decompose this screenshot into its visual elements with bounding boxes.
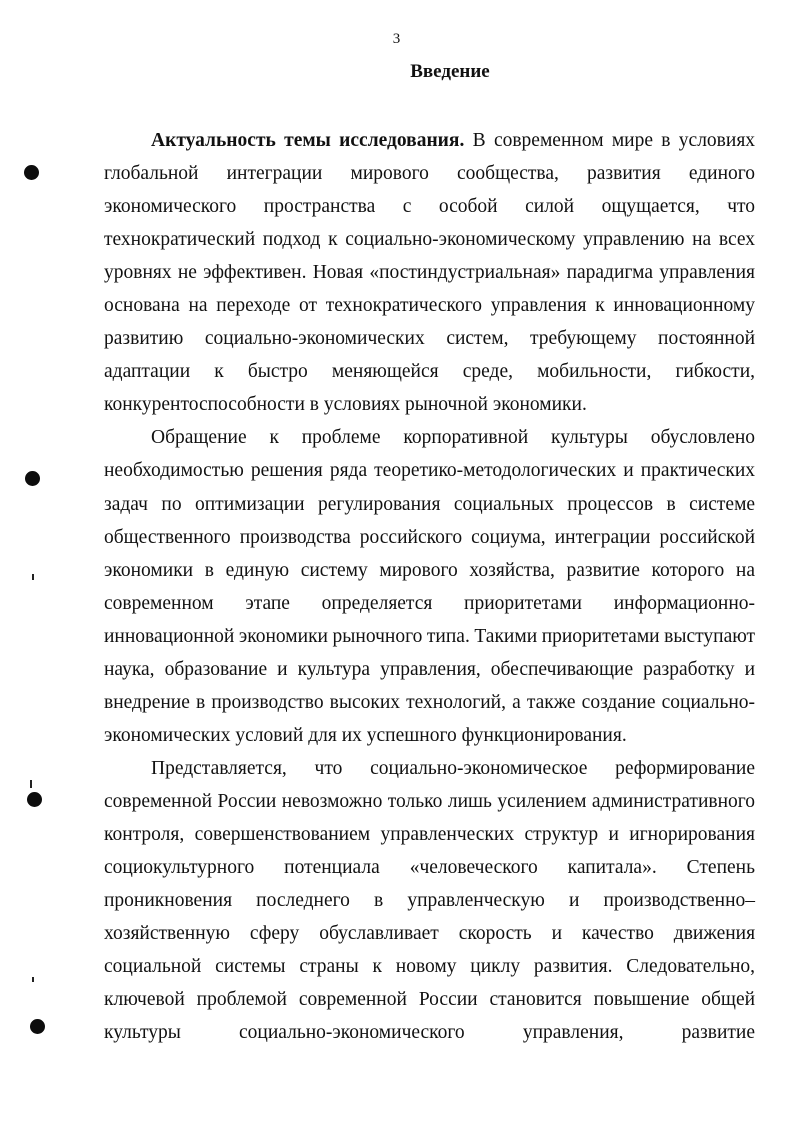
text-line: инновационной экономики рыночного типа. Такими приоритетами выступают [104, 625, 756, 647]
binder-hole [27, 792, 42, 807]
text-line: основана на переходе от технократического управления к инновационному [104, 295, 756, 317]
text-line: необходимостью решения ряда теоретико-методологических и практических [104, 460, 756, 482]
text-line: глобальной интеграции мирового сообщества, развития единого [104, 163, 756, 185]
text-line: задач по оптимизации регулирования социальных процессов в системе [104, 493, 756, 515]
text-line: современной России невозможно только лишь усилением административного [104, 790, 756, 812]
binder-hole [24, 165, 39, 180]
text-line: развитию социально-экономических систем, требующему постоянной [104, 328, 756, 350]
text-line: культуры социально-экономического управления, развитие [104, 1022, 755, 1044]
text-line: уровнях не эффективен. Новая «постиндустриальная» парадигма управления [104, 262, 756, 284]
text-line: Обращение к проблеме корпоративной культуры обусловлено [151, 427, 756, 449]
binder-hole [30, 1019, 45, 1034]
text-line: экономического пространства с особой силой ощущается, что [104, 196, 756, 218]
text-line: контроля, совершенствованием управленческих структур и игнорирования [104, 823, 755, 845]
text-line: современном этапе определяется приоритетами информационно- [104, 592, 756, 614]
text-line: экономических условий для их успешного функционирования. [104, 724, 627, 746]
scan-speck [32, 977, 34, 982]
text-line: общественного производства российского социума, интеграции российской [104, 526, 756, 548]
scan-speck [32, 574, 34, 580]
paragraph [104, 421, 755, 751]
text-line: хозяйственную сферу обуславливает скорость и качество движения [104, 923, 756, 945]
text-line: внедрение в производство высоких технологий, а также создание социально- [104, 691, 756, 713]
paragraph [104, 752, 755, 1049]
page-title: Введение [410, 61, 490, 82]
binder-hole [25, 471, 40, 486]
text-line: Актуальность темы исследования. В современном мире в условиях [151, 130, 756, 151]
text-line: технократический подход к социально-экономическому управлению на всех [104, 229, 755, 251]
text-line: социальной системы страны к новому циклу развития. Следовательно, [104, 956, 756, 978]
text-line: Представляется, что социально-экономическое реформирование [151, 757, 755, 779]
scan-speck [30, 780, 32, 788]
body-text [104, 124, 755, 1049]
text-line: адаптации к быстро меняющейся среде, мобильности, гибкости, [104, 361, 755, 383]
text-line: ключевой проблемой современной России становится повышение общей [104, 989, 756, 1011]
paragraph [104, 124, 755, 421]
text-line: социокультурного потенциала «человеческого капитала». Степень [104, 857, 755, 879]
text-line: проникновения последнего в управленческую и производственно– [104, 890, 756, 912]
text-line: экономики в единую систему мирового хозяйства, развитие которого на [104, 559, 755, 581]
page-number: 3 [392, 31, 401, 47]
text-line: наука, образование и культура управления, обеспечивающие разработку и [104, 658, 756, 680]
text-line: конкурентоспособности в условиях рыночной экономики. [104, 394, 587, 416]
